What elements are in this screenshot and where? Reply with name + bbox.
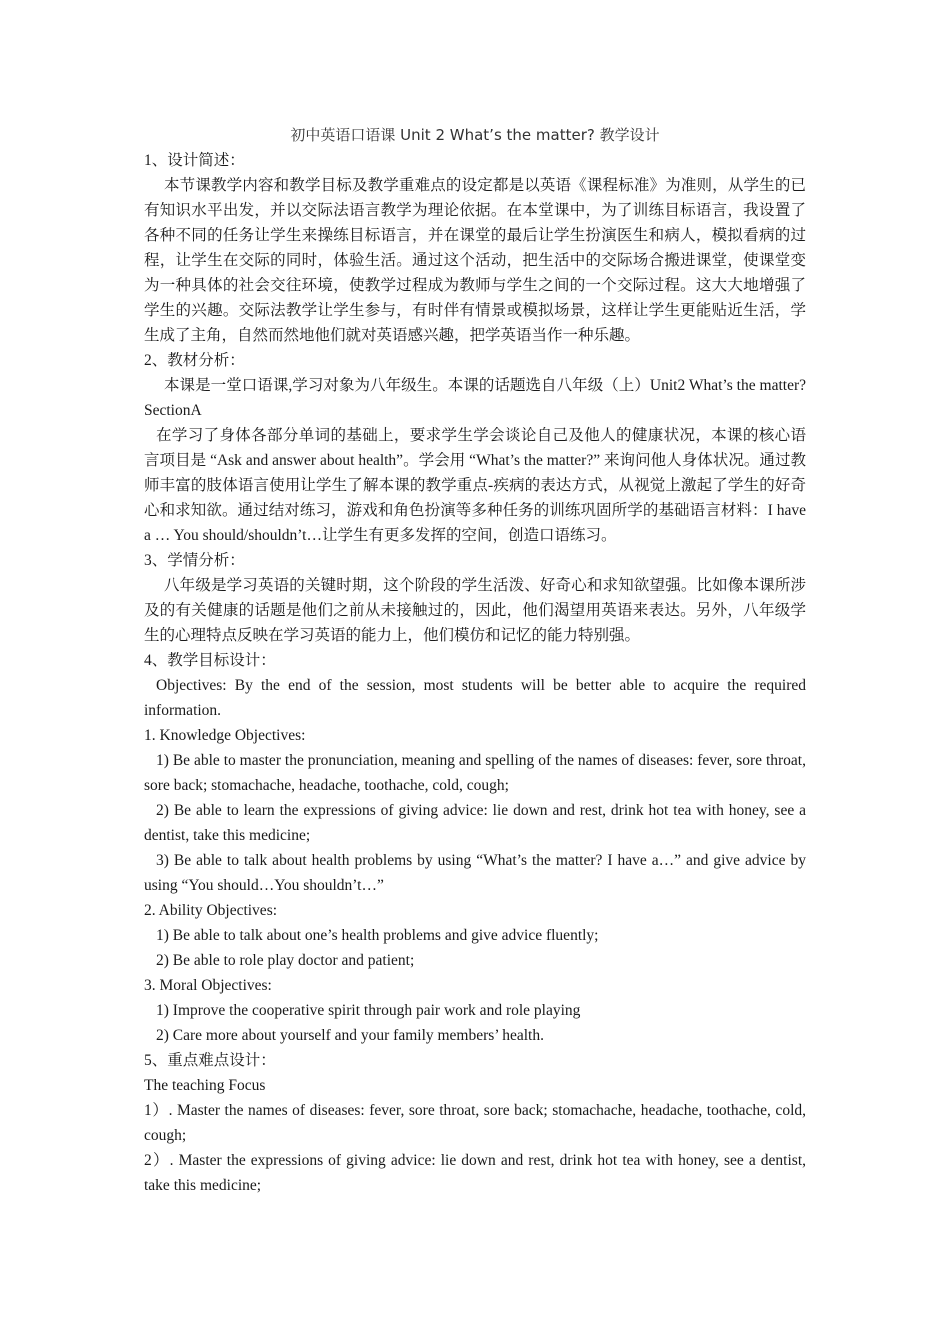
paragraph: 2. Ability Objectives: <box>144 902 278 919</box>
paragraph: 1) Be able to master the pronunciation, meaning and spelling of the names of diseases: fever, sore throat, sore back; stomachache, headache, toothache, cold, cough; <box>144 752 806 794</box>
paragraph: 本课是一堂口语课,学习对象为八年级生。本课的话题选自八年级（上）Unit2 What’s the matter? SectionA <box>144 377 806 419</box>
paragraph: Objectives: By the end of the session, most students will be better able to acquire the required information. <box>144 677 806 719</box>
paragraph: 2、教材分析： <box>144 352 245 369</box>
paragraph: 2) Care more about yourself and your family members’ health. <box>156 1027 544 1044</box>
paragraph: 在学习了身体各部分单词的基础上，要求学生学会谈论自己及他人的健康状况，本课的核心语言项目是 “Ask and answer about health”。学会用 “What’s the matter?” 来询问他人身体状况。通过教师丰富的肢体语言使用让学生了解本课的教学重点-疾病的表达方式，从视觉上激起了学生的好奇心和求知欲。通过结对练习，游戏和角色扮演等多种任务的训练巩固所学的基础语言材料：I have a … You should/shouldn’t…让学生有更多发挥的空间，创造口语练习。 <box>144 427 806 544</box>
paragraph: 2) Be able to role play doctor and patient; <box>156 952 415 969</box>
paragraph: 3、学情分析： <box>144 552 245 569</box>
paragraph: 2) Be able to learn the expressions of giving advice: lie down and rest, drink hot tea with honey, see a dentist, take this medicine; <box>144 802 806 844</box>
paragraph: 4、教学目标设计： <box>144 652 276 669</box>
paragraph: 3) Be able to talk about health problems by using “What’s the matter? I have a…” and give advice by using “You should…You shouldn’t…” <box>144 852 806 894</box>
document-title: 初中英语口语课 Unit 2 What’s the matter? 教学设计 <box>290 126 660 144</box>
paragraph: 1、设计简述： <box>144 152 245 169</box>
paragraph: 1. Knowledge Objectives: <box>144 727 306 744</box>
paragraph: 1) Be able to talk about one’s health problems and give advice fluently; <box>156 927 599 944</box>
paragraph: 5、重点难点设计： <box>144 1052 276 1069</box>
paragraph: 3. Moral Objectives: <box>144 977 272 994</box>
document-body <box>144 148 806 1198</box>
paragraph: The teaching Focus <box>144 1077 266 1094</box>
paragraph: 1）. Master the names of diseases: fever, sore throat, sore back; stomachache, headache, toothache, cold, cough; <box>144 1102 806 1144</box>
paragraph: 八年级是学习英语的关键时期，这个阶段的学生活泼、好奇心和求知欲望强。比如像本课所涉及的有关健康的话题是他们之前从未接触过的，因此，他们渴望用英语来表达。另外，八年级学生的心理特点反映在学习英语的能力上，他们模仿和记忆的能力特别强。 <box>144 577 806 644</box>
paragraph: 本节课教学内容和教学目标及教学重难点的设定都是以英语《课程标准》为准则，从学生的已有知识水平出发，并以交际法语言教学为理论依据。在本堂课中，为了训练目标语言，我设置了各种不同的任务让学生来操练目标语言，并在课堂的最后让学生扮演医生和病人，模拟看病的过程，让学生在交际的同时，体验生活。通过这个活动，把生活中的交际场合搬进课堂，使课堂变为一种具体的社会交往环境，使教学过程成为教师与学生之间的一个交际过程。这大大地增强了学生的兴趣。交际法教学让学生参与，有时伴有情景或模拟场景，这样让学生更能贴近生活，学生成了主角，自然而然地他们就对英语感兴趣，把学英语当作一种乐趣。 <box>144 177 806 344</box>
paragraph: 1) Improve the cooperative spirit through pair work and role playing <box>156 1002 581 1019</box>
paragraph: 2）. Master the expressions of giving advice: lie down and rest, drink hot tea with honey, see a dentist, take this medicine; <box>144 1152 806 1194</box>
